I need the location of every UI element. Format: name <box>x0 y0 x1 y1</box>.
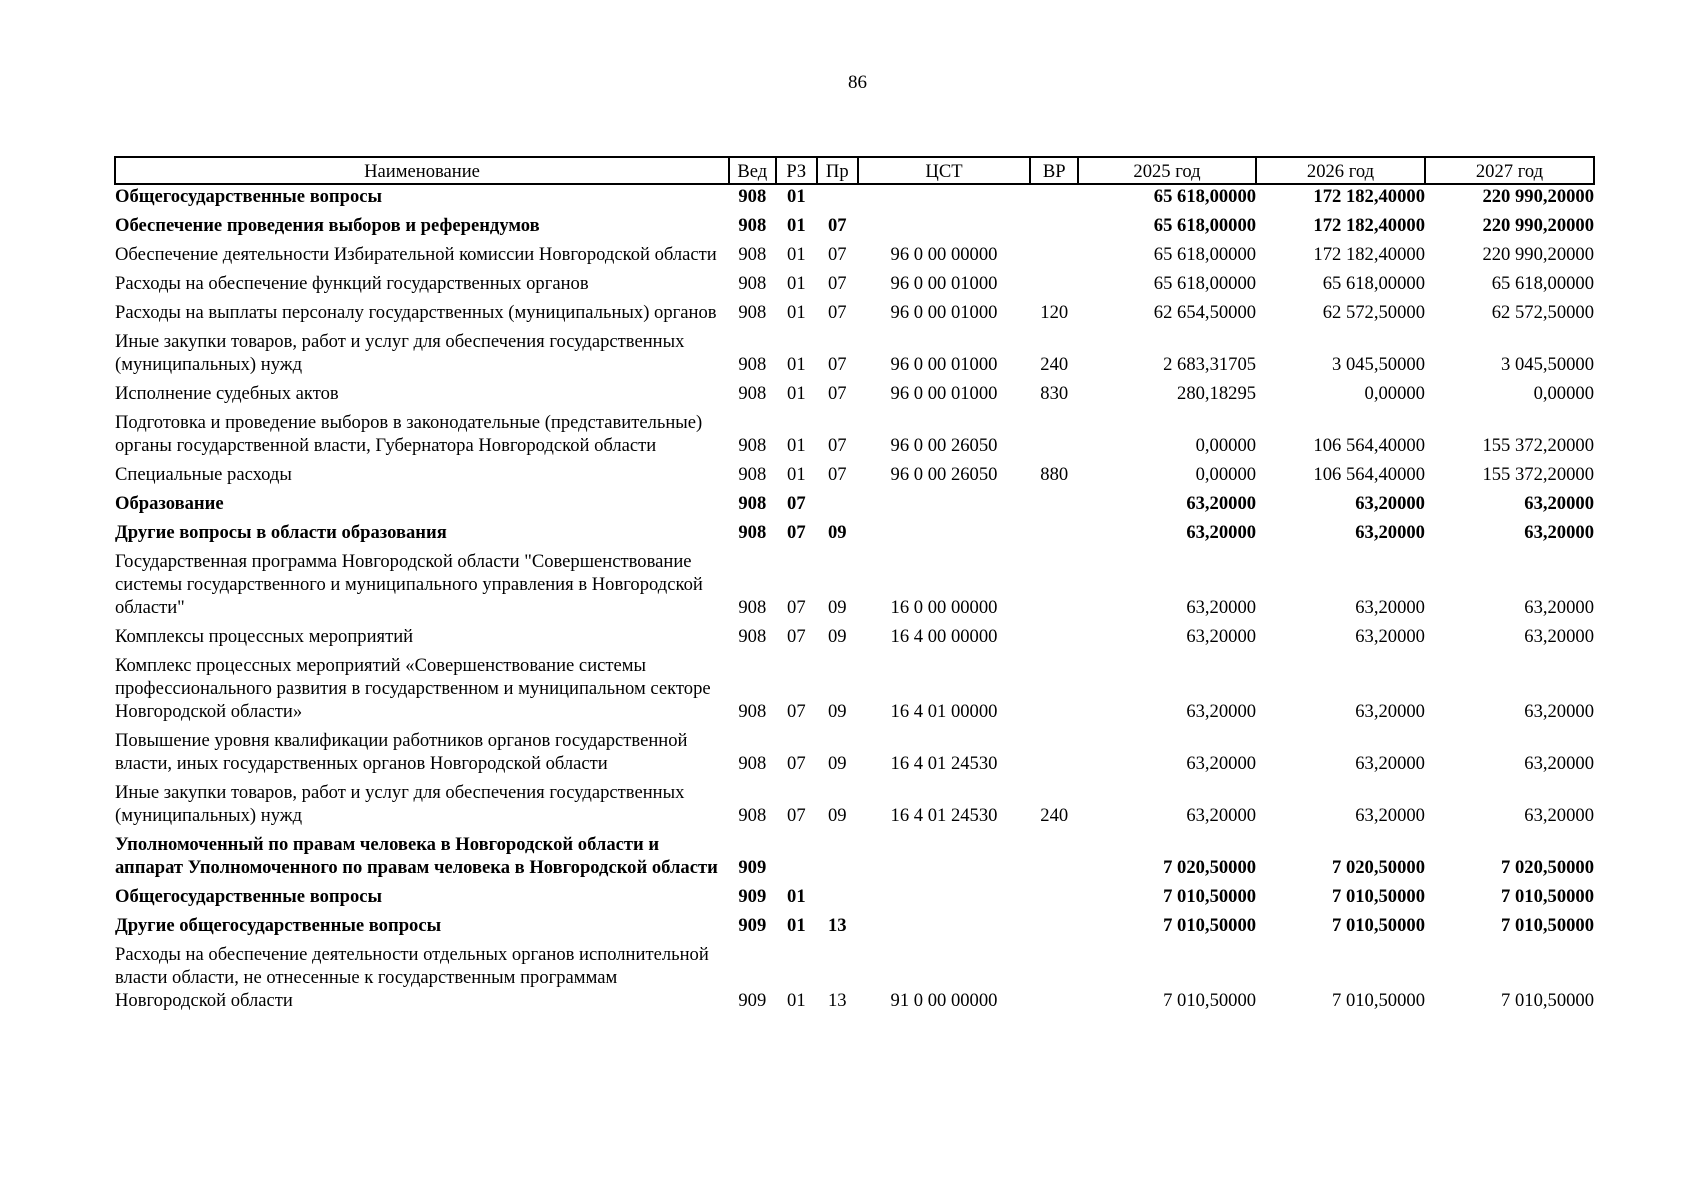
table-row <box>115 550 1594 625</box>
row-ved: 908 <box>738 186 767 207</box>
header-name: Наименование <box>115 157 729 184</box>
row-rz: 01 <box>787 990 806 1011</box>
header-cst: ЦСТ <box>858 157 1031 184</box>
row-amount-2027: 63,20000 <box>1524 597 1594 618</box>
row-ved: 908 <box>738 522 767 543</box>
header-2025: 2025 год <box>1078 157 1256 184</box>
row-ved: 908 <box>738 701 767 722</box>
row-pr: 13 <box>827 915 847 936</box>
row-rz: 07 <box>787 493 806 514</box>
row-pr: 09 <box>827 597 847 618</box>
row-pr <box>817 492 857 521</box>
table-row <box>115 214 1594 243</box>
row-name: Специальные расходы <box>115 464 292 485</box>
row-ved: 908 <box>738 215 767 236</box>
row-name: Повышение уровня квалификации работников органов государственной власти, иных государственных органов Новгородской области <box>115 730 688 774</box>
row-pr <box>817 885 857 914</box>
row-ved: 908 <box>738 626 767 647</box>
row-vr: 240 <box>1040 805 1069 826</box>
row-pr: 09 <box>827 626 847 647</box>
row-rz: 07 <box>787 701 806 722</box>
row-name: Обеспечение деятельности Избирательной комиссии Новгородской области <box>115 244 717 265</box>
row-amount-2027: 220 990,20000 <box>1482 244 1594 265</box>
row-ved: 908 <box>738 805 767 826</box>
budget-table <box>114 156 1595 1018</box>
row-amount-2025: 280,18295 <box>1177 383 1257 404</box>
row-pr: 07 <box>827 273 847 294</box>
row-ved: 908 <box>738 383 767 404</box>
row-name: Комплекс процессных мероприятий «Совершенствование системы профессионального развития в государственном и муниципальном секторе Новгородской области» <box>115 655 711 722</box>
row-amount-2026: 7 010,50000 <box>1332 990 1425 1011</box>
row-name: Исполнение судебных актов <box>115 383 339 404</box>
table-header-row <box>115 157 1594 184</box>
row-cst <box>858 214 1031 243</box>
table-row <box>115 463 1594 492</box>
table-row <box>115 330 1594 382</box>
row-vr <box>1030 943 1078 1018</box>
row-vr: 880 <box>1040 464 1069 485</box>
row-vr <box>1030 729 1078 781</box>
row-amount-2027: 7 020,50000 <box>1501 857 1594 878</box>
row-amount-2027: 63,20000 <box>1524 701 1594 722</box>
row-cst: 96 0 00 26050 <box>890 435 998 456</box>
table-row <box>115 914 1594 943</box>
row-amount-2026: 65 618,00000 <box>1322 273 1425 294</box>
row-amount-2025: 63,20000 <box>1186 522 1257 543</box>
row-amount-2026: 63,20000 <box>1355 753 1425 774</box>
row-amount-2026: 7 010,50000 <box>1332 886 1425 907</box>
row-rz: 07 <box>787 522 806 543</box>
row-ved: 908 <box>738 597 767 618</box>
table-row <box>115 833 1594 885</box>
row-cst: 96 0 00 01000 <box>890 273 998 294</box>
row-rz: 01 <box>787 354 806 375</box>
row-amount-2026: 7 010,50000 <box>1332 915 1425 936</box>
row-vr: 830 <box>1040 383 1069 404</box>
row-pr: 13 <box>827 990 847 1011</box>
row-rz: 01 <box>787 435 806 456</box>
row-vr <box>1030 184 1078 214</box>
table-body <box>115 184 1594 1018</box>
row-amount-2026: 63,20000 <box>1355 805 1425 826</box>
row-pr <box>817 833 857 885</box>
row-amount-2025: 7 010,50000 <box>1163 915 1257 936</box>
table-row <box>115 654 1594 729</box>
row-amount-2027: 63,20000 <box>1524 626 1594 647</box>
row-name: Общегосударственные вопросы <box>115 186 383 207</box>
row-vr <box>1030 625 1078 654</box>
table-row <box>115 729 1594 781</box>
row-cst: 16 0 00 00000 <box>890 597 998 618</box>
row-amount-2026: 63,20000 <box>1355 493 1425 514</box>
row-rz: 01 <box>787 464 806 485</box>
row-rz: 01 <box>787 886 806 907</box>
row-amount-2025: 63,20000 <box>1186 753 1257 774</box>
row-ved: 908 <box>738 464 767 485</box>
row-name: Иные закупки товаров, работ и услуг для обеспечения государственных (муниципальных) нужд <box>115 331 685 375</box>
row-name: Другие вопросы в области образования <box>115 522 447 543</box>
row-amount-2026: 62 572,50000 <box>1322 302 1425 323</box>
row-rz: 01 <box>787 273 806 294</box>
row-ved: 909 <box>738 886 767 907</box>
row-vr: 120 <box>1040 302 1069 323</box>
row-name: Другие общегосударственные вопросы <box>115 915 442 936</box>
row-amount-2027: 7 010,50000 <box>1501 915 1594 936</box>
row-cst: 96 0 00 01000 <box>890 302 998 323</box>
row-amount-2027: 155 372,20000 <box>1482 464 1594 485</box>
row-pr: 07 <box>827 464 847 485</box>
row-amount-2025: 0,00000 <box>1195 464 1257 485</box>
row-cst: 96 0 00 01000 <box>890 354 998 375</box>
row-pr <box>817 184 857 214</box>
header-2027: 2027 год <box>1425 157 1594 184</box>
row-cst: 16 4 01 24530 <box>890 805 998 826</box>
row-ved: 908 <box>738 753 767 774</box>
row-amount-2025: 7 020,50000 <box>1163 857 1257 878</box>
table-row <box>115 184 1594 214</box>
row-pr: 09 <box>827 522 847 543</box>
row-amount-2026: 172 182,40000 <box>1313 186 1425 207</box>
row-name: Общегосударственные вопросы <box>115 886 383 907</box>
header-rz: РЗ <box>776 157 817 184</box>
row-amount-2025: 7 010,50000 <box>1163 886 1257 907</box>
row-amount-2025: 65 618,00000 <box>1153 273 1257 294</box>
row-cst <box>858 885 1031 914</box>
row-amount-2025: 0,00000 <box>1195 435 1257 456</box>
row-rz <box>776 833 817 885</box>
row-name: Расходы на выплаты персоналу государственных (муниципальных) органов <box>115 302 717 323</box>
row-cst: 16 4 00 00000 <box>890 626 998 647</box>
row-amount-2026: 3 045,50000 <box>1332 354 1425 375</box>
row-amount-2026: 106 564,40000 <box>1313 435 1425 456</box>
row-amount-2026: 63,20000 <box>1355 597 1425 618</box>
row-cst <box>858 833 1031 885</box>
row-pr: 07 <box>827 215 847 236</box>
table-row <box>115 943 1594 1018</box>
row-vr <box>1030 654 1078 729</box>
table-row <box>115 382 1594 411</box>
table-row <box>115 492 1594 521</box>
row-name: Расходы на обеспечение функций государственных органов <box>115 273 589 294</box>
table-row <box>115 272 1594 301</box>
row-amount-2027: 3 045,50000 <box>1501 354 1594 375</box>
row-name: Расходы на обеспечение деятельности отдельных органов исполнительной власти области, не отнесенные к государственным программам Новгородской области <box>115 944 709 1011</box>
row-amount-2027: 0,00000 <box>1533 383 1594 404</box>
row-amount-2025: 65 618,00000 <box>1153 215 1257 236</box>
row-cst <box>858 492 1031 521</box>
row-cst: 91 0 00 00000 <box>890 990 998 1011</box>
row-vr <box>1030 521 1078 550</box>
row-name: Комплексы процессных мероприятий <box>115 626 414 647</box>
table-row <box>115 243 1594 272</box>
table-row <box>115 625 1594 654</box>
row-amount-2025: 62 654,50000 <box>1153 302 1257 323</box>
row-rz: 07 <box>787 597 806 618</box>
row-amount-2027: 7 010,50000 <box>1501 886 1594 907</box>
row-rz: 07 <box>787 626 806 647</box>
row-pr: 07 <box>827 383 847 404</box>
row-cst: 96 0 00 26050 <box>890 464 998 485</box>
row-vr <box>1030 411 1078 463</box>
table-row <box>115 781 1594 833</box>
row-ved: 909 <box>738 915 767 936</box>
row-ved: 908 <box>738 273 767 294</box>
row-amount-2026: 63,20000 <box>1355 522 1425 543</box>
row-ved: 908 <box>738 302 767 323</box>
row-amount-2027: 220 990,20000 <box>1482 215 1594 236</box>
row-amount-2025: 63,20000 <box>1186 805 1257 826</box>
row-vr <box>1030 914 1078 943</box>
row-amount-2027: 63,20000 <box>1524 493 1594 514</box>
row-pr: 09 <box>827 701 847 722</box>
row-amount-2025: 63,20000 <box>1186 701 1257 722</box>
row-name: Государственная программа Новгородской области "Совершенствование системы государственного и муниципального управления в Новгородской области" <box>115 551 703 618</box>
row-amount-2025: 65 618,00000 <box>1153 244 1257 265</box>
row-vr: 240 <box>1040 354 1069 375</box>
row-pr: 07 <box>827 244 847 265</box>
page-number: 86 <box>848 72 867 93</box>
row-vr <box>1030 214 1078 243</box>
row-ved: 908 <box>738 493 767 514</box>
row-pr: 09 <box>827 753 847 774</box>
row-amount-2026: 63,20000 <box>1355 701 1425 722</box>
row-amount-2025: 63,20000 <box>1186 493 1257 514</box>
row-amount-2027: 63,20000 <box>1524 753 1594 774</box>
row-amount-2026: 63,20000 <box>1355 626 1425 647</box>
row-cst <box>858 914 1031 943</box>
row-ved: 908 <box>738 435 767 456</box>
row-amount-2025: 7 010,50000 <box>1163 990 1257 1011</box>
row-rz: 07 <box>787 753 806 774</box>
row-cst <box>858 521 1031 550</box>
header-pr: Пр <box>817 157 857 184</box>
row-amount-2026: 0,00000 <box>1364 383 1425 404</box>
row-name: Уполномоченный по правам человека в Новгородской области и аппарат Уполномоченного по правам человека в Новгородской области <box>115 834 718 878</box>
row-ved: 908 <box>738 354 767 375</box>
table-row <box>115 301 1594 330</box>
row-amount-2027: 63,20000 <box>1524 522 1594 543</box>
row-cst: 16 4 01 00000 <box>890 701 998 722</box>
row-rz: 01 <box>787 215 806 236</box>
header-2026: 2026 год <box>1256 157 1425 184</box>
row-vr <box>1030 243 1078 272</box>
table-row <box>115 885 1594 914</box>
row-amount-2026: 172 182,40000 <box>1313 244 1425 265</box>
row-amount-2027: 155 372,20000 <box>1482 435 1594 456</box>
row-amount-2025: 65 618,00000 <box>1153 186 1257 207</box>
row-rz: 01 <box>787 915 806 936</box>
row-pr: 07 <box>827 302 847 323</box>
row-rz: 07 <box>787 805 806 826</box>
row-amount-2025: 63,20000 <box>1186 597 1257 618</box>
row-amount-2026: 172 182,40000 <box>1313 215 1425 236</box>
row-amount-2027: 220 990,20000 <box>1482 186 1594 207</box>
row-ved: 909 <box>738 857 767 878</box>
row-amount-2027: 63,20000 <box>1524 805 1594 826</box>
header-ved: Вед <box>729 157 776 184</box>
row-vr <box>1030 885 1078 914</box>
row-name: Подготовка и проведение выборов в законодательные (представительные) органы государственной власти, Губернатора Новгородской области <box>115 412 703 456</box>
row-pr: 07 <box>827 354 847 375</box>
row-amount-2026: 106 564,40000 <box>1313 464 1425 485</box>
table-row <box>115 521 1594 550</box>
row-rz: 01 <box>787 244 806 265</box>
row-name: Обеспечение проведения выборов и референдумов <box>115 215 540 236</box>
row-pr: 09 <box>827 805 847 826</box>
row-name: Иные закупки товаров, работ и услуг для обеспечения государственных (муниципальных) нужд <box>115 782 685 826</box>
header-vr: ВР <box>1030 157 1078 184</box>
row-rz: 01 <box>787 383 806 404</box>
row-amount-2025: 63,20000 <box>1186 626 1257 647</box>
row-ved: 909 <box>738 990 767 1011</box>
row-cst: 96 0 00 01000 <box>890 383 998 404</box>
row-cst: 96 0 00 00000 <box>890 244 998 265</box>
row-rz: 01 <box>787 186 806 207</box>
row-cst: 16 4 01 24530 <box>890 753 998 774</box>
row-vr <box>1030 492 1078 521</box>
row-amount-2026: 7 020,50000 <box>1332 857 1425 878</box>
row-pr: 07 <box>827 435 847 456</box>
row-vr <box>1030 272 1078 301</box>
table-row <box>115 411 1594 463</box>
row-amount-2025: 2 683,31705 <box>1163 354 1257 375</box>
row-rz: 01 <box>787 302 806 323</box>
row-vr <box>1030 550 1078 625</box>
row-amount-2027: 7 010,50000 <box>1501 990 1594 1011</box>
row-amount-2027: 62 572,50000 <box>1491 302 1594 323</box>
row-cst <box>858 184 1031 214</box>
row-name: Образование <box>115 493 224 514</box>
row-ved: 908 <box>738 244 767 265</box>
row-vr <box>1030 833 1078 885</box>
row-amount-2027: 65 618,00000 <box>1491 273 1594 294</box>
